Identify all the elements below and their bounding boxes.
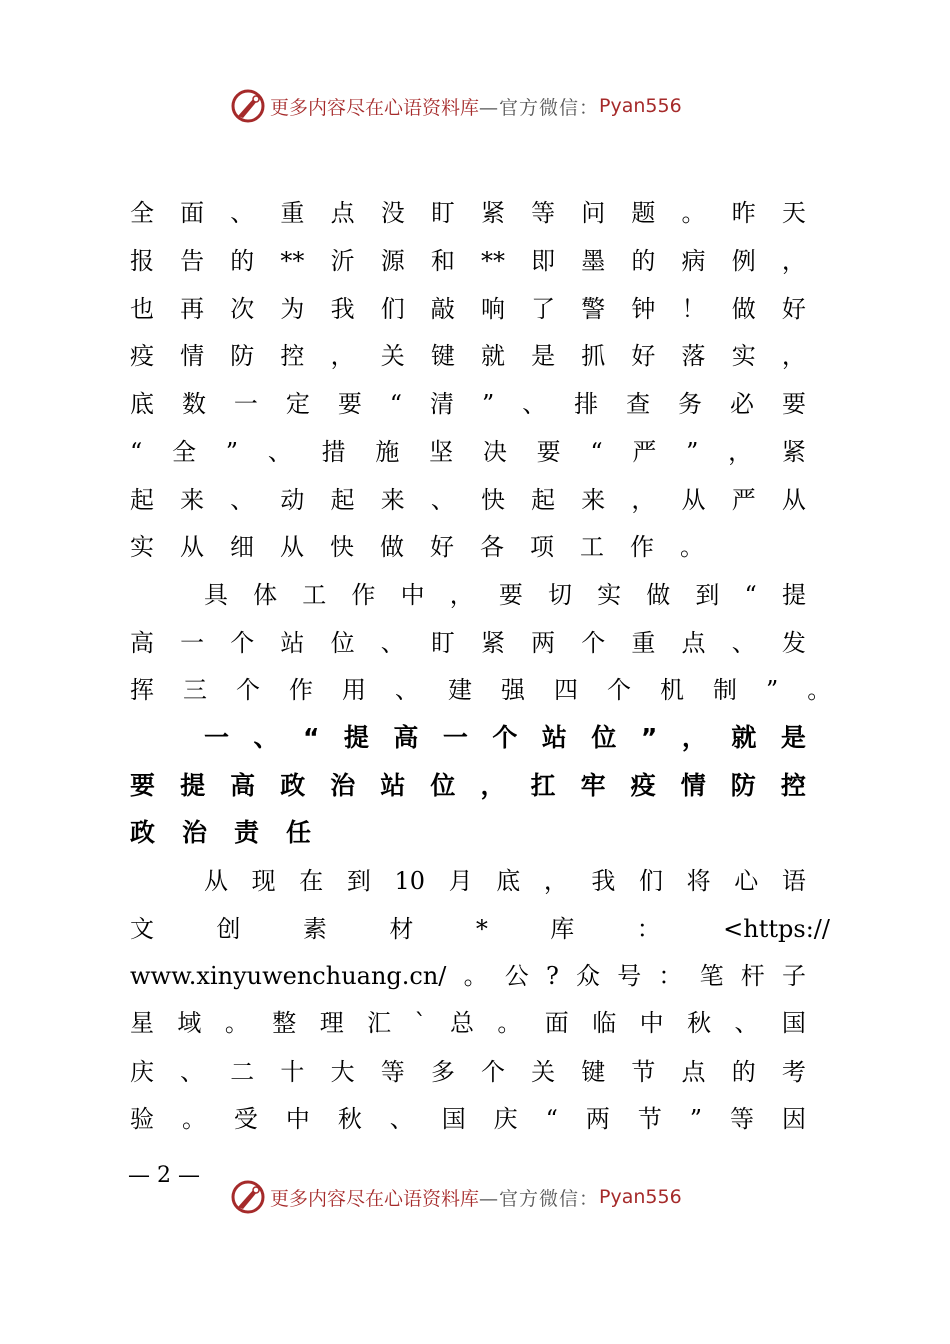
text-token: 施 bbox=[375, 438, 400, 466]
text-token: ” bbox=[640, 723, 658, 752]
text-token: 动 bbox=[280, 486, 305, 514]
text-token: 落 bbox=[681, 342, 706, 370]
text-line bbox=[130, 1052, 806, 1092]
text-token: 问 bbox=[581, 199, 606, 227]
text-token: 实 bbox=[731, 342, 756, 370]
text-token: 从 bbox=[280, 533, 304, 561]
pen-logo-icon bbox=[230, 1179, 266, 1215]
text-token: 域 bbox=[177, 1009, 202, 1037]
text-token: 从 bbox=[781, 486, 806, 514]
footer-banner bbox=[230, 1177, 682, 1217]
text-token: 站 bbox=[380, 771, 406, 800]
text-token: ， bbox=[631, 486, 656, 514]
text-token: 清 bbox=[430, 390, 454, 418]
text-token: 国 bbox=[781, 1009, 806, 1037]
text-token: 了 bbox=[531, 295, 556, 323]
text-token: 、 bbox=[180, 1058, 205, 1086]
text-token: 起 bbox=[531, 486, 556, 514]
text-token: 笔 bbox=[699, 962, 724, 990]
banner-brand: Pyan556 bbox=[599, 95, 682, 117]
text-token: 要 bbox=[781, 390, 806, 418]
text-token: ， bbox=[781, 342, 806, 370]
text-token: 。 bbox=[181, 1105, 206, 1133]
text-token: 高 bbox=[230, 771, 256, 800]
text-token: 月 bbox=[448, 867, 473, 895]
text-token: 是 bbox=[531, 342, 556, 370]
text-token: 。 bbox=[497, 1009, 522, 1037]
text-token: 是 bbox=[780, 723, 806, 752]
text-token: 墨 bbox=[581, 247, 606, 275]
text-token: 牢 bbox=[580, 771, 606, 800]
text-token: 各 bbox=[480, 533, 504, 561]
text-token: 。 bbox=[681, 199, 706, 227]
text-token: 的 bbox=[631, 247, 656, 275]
text-token: 天 bbox=[781, 199, 806, 227]
text-token: 起 bbox=[130, 486, 154, 514]
text-token: 库 bbox=[550, 915, 575, 943]
text-token: 二 bbox=[230, 1058, 255, 1086]
text-token: 就 bbox=[731, 723, 757, 752]
text-token: 高 bbox=[393, 723, 419, 752]
text-token: 个 bbox=[230, 629, 255, 657]
text-token: 的 bbox=[230, 247, 255, 275]
text-token: 、 bbox=[267, 438, 292, 466]
text-token: 现 bbox=[251, 867, 276, 895]
text-token: ** bbox=[480, 247, 505, 275]
text-token: “ bbox=[590, 438, 603, 466]
text-token: 个 bbox=[480, 1058, 505, 1086]
text-token: 发 bbox=[781, 629, 806, 657]
text-token: ， bbox=[449, 581, 474, 609]
text-line-url bbox=[130, 909, 830, 949]
text-token: 从 bbox=[681, 486, 706, 514]
text-line bbox=[130, 1003, 806, 1043]
text-token: 底 bbox=[496, 867, 521, 895]
text-token: ” bbox=[766, 676, 779, 704]
text-token: “ bbox=[303, 723, 320, 752]
text-token: 、 bbox=[380, 629, 405, 657]
text-token: 。 bbox=[224, 1009, 249, 1037]
text-token: 沂 bbox=[330, 247, 355, 275]
text-token: 快 bbox=[330, 533, 354, 561]
text-token: ` bbox=[414, 1009, 427, 1037]
text-token: ！ bbox=[681, 295, 706, 323]
text-token: 键 bbox=[581, 1058, 606, 1086]
text-token: 坚 bbox=[429, 438, 454, 466]
text-token: 节 bbox=[637, 1105, 662, 1133]
text-token: 、 bbox=[230, 199, 255, 227]
heading-line bbox=[130, 813, 806, 853]
text-token: 等 bbox=[730, 1105, 754, 1133]
text-token: 文 bbox=[130, 915, 154, 943]
text-line bbox=[130, 670, 832, 710]
text-token: 治 bbox=[330, 771, 356, 800]
text-token: 考 bbox=[781, 1058, 806, 1086]
text-token: 因 bbox=[781, 1105, 806, 1133]
text-token: 等 bbox=[380, 1058, 405, 1086]
text-token: ： bbox=[636, 915, 661, 943]
text-token: 再 bbox=[180, 295, 205, 323]
text-token: 好 bbox=[430, 533, 454, 561]
text-token: 决 bbox=[482, 438, 507, 466]
text-token: 心 bbox=[734, 867, 759, 895]
text-token: 敲 bbox=[430, 295, 455, 323]
text-token: 就 bbox=[480, 342, 505, 370]
text-line bbox=[130, 384, 806, 424]
text-token: 。 bbox=[463, 962, 488, 990]
paragraph-start-line bbox=[204, 861, 806, 901]
text-token: 大 bbox=[330, 1058, 355, 1086]
text-token: 工 bbox=[580, 533, 604, 561]
text-token: 重 bbox=[280, 199, 305, 227]
text-token: “ bbox=[389, 390, 403, 418]
text-token: 庆 bbox=[130, 1058, 154, 1086]
text-line bbox=[130, 527, 806, 567]
text-token: 子 bbox=[781, 962, 806, 990]
text-token: 要 bbox=[536, 438, 561, 466]
text-token: 没 bbox=[380, 199, 405, 227]
text-token: 实 bbox=[597, 581, 622, 609]
banner-brand: Pyan556 bbox=[599, 1186, 682, 1208]
text-token: 报 bbox=[130, 247, 154, 275]
text-token: 治 bbox=[182, 818, 208, 847]
text-token: 要 bbox=[337, 390, 362, 418]
text-token: 控 bbox=[280, 342, 305, 370]
text-token: 措 bbox=[321, 438, 346, 466]
text-token: 两 bbox=[531, 629, 556, 657]
text-token: 用 bbox=[342, 676, 366, 704]
text-token: 语 bbox=[781, 867, 806, 895]
text-token: 情 bbox=[680, 771, 706, 800]
header-banner bbox=[230, 86, 682, 126]
text-token: 星 bbox=[130, 1009, 154, 1037]
text-token: 钟 bbox=[631, 295, 656, 323]
text-token: 、 bbox=[395, 676, 419, 704]
text-token: 实 bbox=[130, 533, 154, 561]
text-token: 紧 bbox=[480, 199, 505, 227]
text-token: 我 bbox=[330, 295, 355, 323]
text-token: 汇 bbox=[367, 1009, 392, 1037]
text-token: 防 bbox=[230, 342, 255, 370]
text-token: 扛 bbox=[530, 771, 556, 800]
text-token: 四 bbox=[554, 676, 578, 704]
text-token: 、 bbox=[734, 1009, 759, 1037]
text-token: 的 bbox=[731, 1058, 756, 1086]
text-token: 重 bbox=[631, 629, 656, 657]
text-token: 全 bbox=[172, 438, 197, 466]
text-token: 具 bbox=[204, 581, 228, 609]
text-token: 们 bbox=[639, 867, 664, 895]
text-token: 防 bbox=[730, 771, 756, 800]
text-token: ， bbox=[543, 867, 568, 895]
text-token: 好 bbox=[631, 342, 656, 370]
text-token: 创 bbox=[216, 915, 241, 943]
text-token: 庆 bbox=[493, 1105, 518, 1133]
text-token: 个 bbox=[607, 676, 631, 704]
text-token: 材 bbox=[389, 915, 414, 943]
text-token: 源 bbox=[380, 247, 405, 275]
text-token: 到 bbox=[695, 581, 720, 609]
text-token: 点 bbox=[681, 629, 706, 657]
text-token: 抓 bbox=[581, 342, 606, 370]
text-token: 节 bbox=[631, 1058, 656, 1086]
text-token: 多 bbox=[430, 1058, 455, 1086]
text-token: 作 bbox=[289, 676, 313, 704]
text-token: * bbox=[475, 915, 488, 943]
text-token: 项 bbox=[530, 533, 554, 561]
text-token: ， bbox=[480, 771, 506, 800]
text-token: 们 bbox=[380, 295, 405, 323]
text-token: 、 bbox=[731, 629, 756, 657]
text-token: ” bbox=[481, 390, 495, 418]
text-token: 为 bbox=[280, 295, 305, 323]
text-token: 等 bbox=[531, 199, 556, 227]
text-token: 中 bbox=[400, 581, 425, 609]
text-token: 做 bbox=[646, 581, 671, 609]
text-token: ： bbox=[658, 962, 683, 990]
text-token: 总 bbox=[449, 1009, 474, 1037]
text-token: 公 bbox=[504, 962, 529, 990]
text-token: 在 bbox=[299, 867, 324, 895]
text-token: 即 bbox=[531, 247, 556, 275]
text-token: 站 bbox=[280, 629, 305, 657]
text-token: 、 bbox=[389, 1105, 414, 1133]
text-token: 杆 bbox=[740, 962, 765, 990]
paragraph-start-line bbox=[204, 575, 806, 615]
text-token: 一 bbox=[233, 390, 258, 418]
text-token: 提 bbox=[343, 723, 369, 752]
text-token: 疫 bbox=[130, 342, 154, 370]
text-token: 个 bbox=[236, 676, 260, 704]
text-token: 个 bbox=[581, 629, 606, 657]
heading-line bbox=[130, 766, 806, 806]
text-token: <https:// bbox=[723, 915, 830, 943]
text-token: 次 bbox=[230, 295, 255, 323]
text-token: 响 bbox=[480, 295, 505, 323]
text-token: 切 bbox=[547, 581, 572, 609]
text-token: 十 bbox=[280, 1058, 305, 1086]
text-token: 一 bbox=[204, 723, 230, 752]
text-token: 两 bbox=[585, 1105, 610, 1133]
text-token: 疫 bbox=[630, 771, 656, 800]
text-token: 我 bbox=[591, 867, 616, 895]
text-line bbox=[130, 289, 806, 329]
text-token: 来 bbox=[380, 486, 405, 514]
text-token: 国 bbox=[441, 1105, 466, 1133]
text-token: 紧 bbox=[781, 438, 806, 466]
text-token: 控 bbox=[780, 771, 806, 800]
text-token: 起 bbox=[330, 486, 355, 514]
text-token: 秋 bbox=[687, 1009, 712, 1037]
text-token: 作 bbox=[630, 533, 654, 561]
text-token: 挥 bbox=[130, 676, 154, 704]
text-token: 工 bbox=[302, 581, 327, 609]
text-token: 责 bbox=[234, 818, 260, 847]
text-token: 理 bbox=[319, 1009, 344, 1037]
text-token: www.xinyuwenchuang.cn/ bbox=[130, 962, 447, 990]
text-token: 众 bbox=[576, 962, 601, 990]
text-token: “ bbox=[545, 1105, 558, 1133]
text-token: 盯 bbox=[430, 629, 455, 657]
text-token: 快 bbox=[480, 486, 505, 514]
text-token: 临 bbox=[592, 1009, 617, 1037]
text-line-url bbox=[130, 956, 806, 996]
banner-text: 更多内容尽在心语资料库 bbox=[270, 1187, 480, 1210]
text-token: ， bbox=[681, 723, 707, 752]
text-token: 必 bbox=[730, 390, 754, 418]
text-token: 关 bbox=[380, 342, 405, 370]
text-line bbox=[130, 480, 806, 520]
text-token: 查 bbox=[626, 390, 651, 418]
text-token: 紧 bbox=[480, 629, 505, 657]
text-token: 也 bbox=[130, 295, 154, 323]
text-token: 政 bbox=[130, 818, 156, 847]
text-token: “ bbox=[130, 438, 143, 466]
heading-line bbox=[204, 718, 806, 758]
banner-wechat-label: —官方微信： bbox=[479, 1187, 600, 1210]
text-token: 高 bbox=[130, 629, 154, 657]
text-token: ” bbox=[689, 1105, 703, 1133]
text-token: 个 bbox=[492, 723, 518, 752]
text-token: ” bbox=[225, 438, 239, 466]
text-token: ， bbox=[728, 438, 753, 466]
text-token: 要 bbox=[130, 771, 156, 800]
text-token: 从 bbox=[204, 867, 228, 895]
text-token: ， bbox=[330, 342, 355, 370]
text-token: 提 bbox=[180, 771, 206, 800]
text-token: 严 bbox=[632, 438, 657, 466]
text-line bbox=[130, 336, 806, 376]
text-token: 面 bbox=[180, 199, 205, 227]
text-token: 建 bbox=[448, 676, 472, 704]
text-token: 中 bbox=[639, 1009, 664, 1037]
text-token: 键 bbox=[430, 342, 455, 370]
text-line bbox=[130, 193, 806, 233]
text-token: 三 bbox=[183, 676, 207, 704]
text-token: 从 bbox=[180, 533, 204, 561]
text-token: 体 bbox=[253, 581, 278, 609]
text-line bbox=[130, 1099, 806, 1139]
text-token: 定 bbox=[285, 390, 310, 418]
text-token: 到 bbox=[346, 867, 371, 895]
text-token: 一 bbox=[180, 629, 205, 657]
text-token: 来 bbox=[180, 486, 205, 514]
text-token: 数 bbox=[181, 390, 206, 418]
text-token: 做 bbox=[380, 533, 404, 561]
text-token: 强 bbox=[501, 676, 525, 704]
text-token: 情 bbox=[180, 342, 205, 370]
text-token: 将 bbox=[686, 867, 711, 895]
text-token: 整 bbox=[272, 1009, 297, 1037]
text-token: 好 bbox=[781, 295, 806, 323]
text-token: 作 bbox=[351, 581, 376, 609]
text-token: 告 bbox=[180, 247, 205, 275]
text-line bbox=[130, 241, 806, 281]
text-token: 题 bbox=[631, 199, 656, 227]
text-token: 位 bbox=[330, 629, 355, 657]
text-token: ， bbox=[781, 247, 806, 275]
text-token: 警 bbox=[581, 295, 606, 323]
text-token: 点 bbox=[330, 199, 355, 227]
text-token: 验 bbox=[130, 1105, 154, 1133]
text-token: 、 bbox=[230, 486, 255, 514]
text-token: 、 bbox=[253, 723, 279, 752]
text-token: 。 bbox=[807, 676, 832, 704]
text-token: ? bbox=[545, 962, 559, 990]
text-token: 严 bbox=[731, 486, 756, 514]
text-token: 全 bbox=[130, 199, 154, 227]
text-token: 、 bbox=[522, 390, 547, 418]
text-token: 和 bbox=[430, 247, 455, 275]
text-token: 底 bbox=[130, 390, 154, 418]
text-token: 病 bbox=[681, 247, 706, 275]
text-token: 做 bbox=[731, 295, 756, 323]
text-token: 任 bbox=[286, 818, 312, 847]
text-token: 提 bbox=[781, 581, 806, 609]
text-token: 站 bbox=[541, 723, 567, 752]
banner-wechat-label: —官方微信： bbox=[479, 96, 600, 119]
text-token: 位 bbox=[591, 723, 617, 752]
text-token: ** bbox=[280, 247, 305, 275]
text-token: 面 bbox=[544, 1009, 569, 1037]
page-number: — 2 — bbox=[128, 1163, 200, 1188]
text-token: 制 bbox=[713, 676, 737, 704]
text-token: 秋 bbox=[337, 1105, 362, 1133]
text-token: 细 bbox=[230, 533, 254, 561]
text-line bbox=[130, 432, 806, 472]
text-token: 10 bbox=[394, 867, 425, 895]
text-token: 素 bbox=[302, 915, 327, 943]
text-token: 政 bbox=[280, 771, 306, 800]
text-token: 例 bbox=[731, 247, 756, 275]
text-token: 要 bbox=[498, 581, 523, 609]
text-token: 中 bbox=[285, 1105, 310, 1133]
text-token: 昨 bbox=[731, 199, 756, 227]
text-token: 盯 bbox=[430, 199, 455, 227]
pen-logo-icon bbox=[230, 88, 266, 124]
text-token: 、 bbox=[430, 486, 455, 514]
text-line bbox=[130, 623, 806, 663]
text-token: 机 bbox=[660, 676, 684, 704]
text-token: “ bbox=[744, 581, 757, 609]
text-token: 。 bbox=[680, 533, 704, 561]
text-token: 关 bbox=[531, 1058, 556, 1086]
text-token: 受 bbox=[233, 1105, 258, 1133]
text-token: 位 bbox=[430, 771, 456, 800]
text-token: 号 bbox=[617, 962, 642, 990]
text-token: 务 bbox=[678, 390, 703, 418]
text-token: 一 bbox=[442, 723, 468, 752]
banner-text: 更多内容尽在心语资料库 bbox=[270, 96, 480, 119]
text-token: 来 bbox=[581, 486, 606, 514]
text-token: 排 bbox=[574, 390, 599, 418]
text-token: ” bbox=[686, 438, 699, 466]
text-token: 点 bbox=[681, 1058, 706, 1086]
